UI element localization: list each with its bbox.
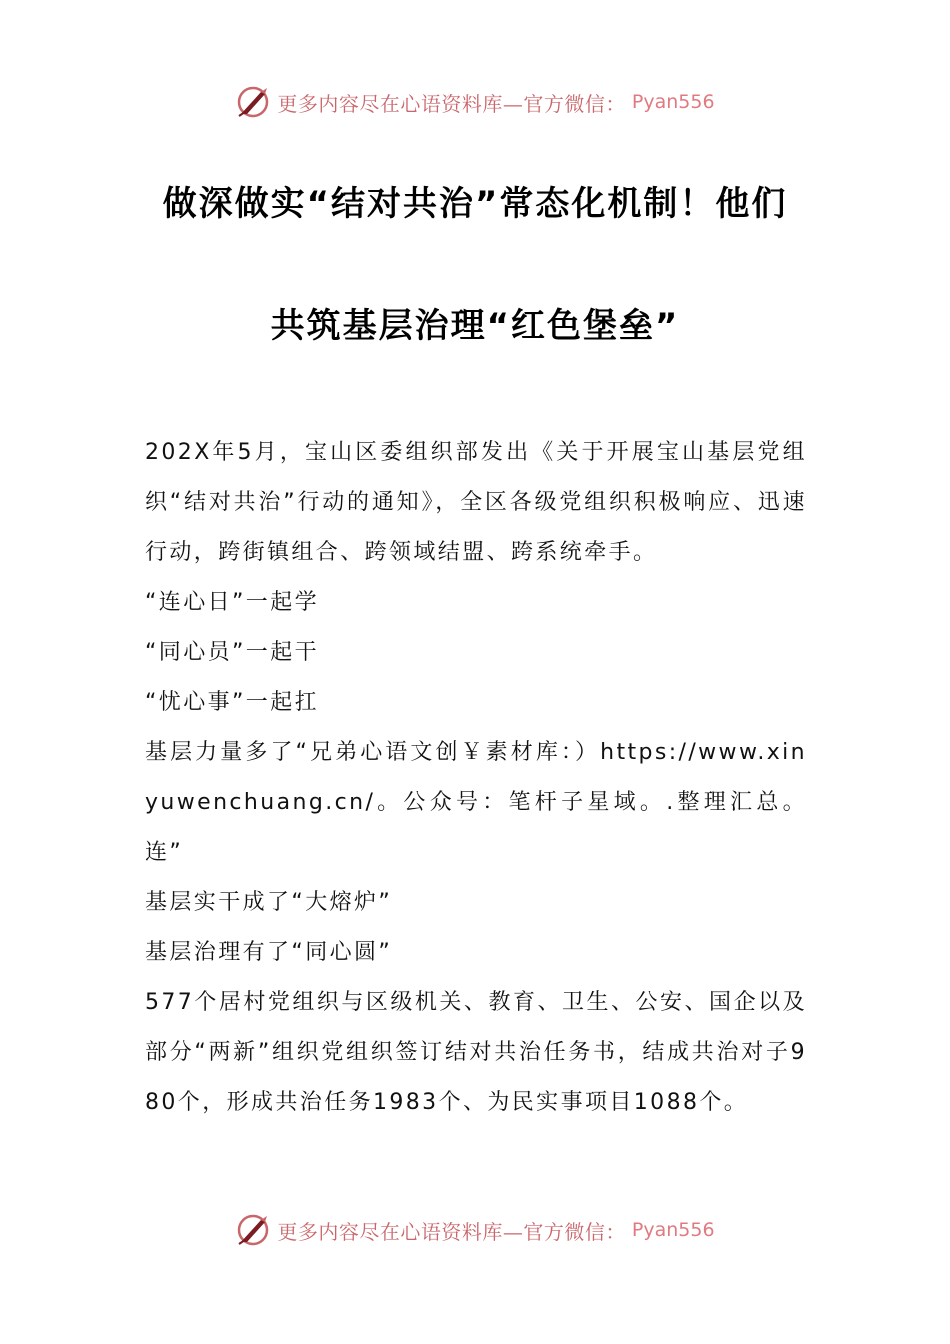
quill-pen-logo-icon xyxy=(235,84,271,120)
quill-pen-logo-icon xyxy=(235,1212,271,1248)
banner-wechat-id: Pyan556 xyxy=(631,1219,715,1241)
paragraph-subheading: “连心日”一起学 xyxy=(145,590,319,615)
header-watermark-banner xyxy=(0,82,950,122)
banner-wechat-id: Pyan556 xyxy=(631,91,715,113)
paragraph-subheading: “忧心事”一起扛 xyxy=(145,690,319,715)
banner-text: 更多内容尽在心语资料库—官方微信： xyxy=(277,91,626,116)
banner-text: 更多内容尽在心语资料库—官方微信： xyxy=(277,1219,626,1244)
paragraph-statistics: 577个居村党组织与区级机关、教育、卫生、公安、国企以及部分“两新”组织党组织签订结对共治任务书，结成共治对子980个，形成共治任务1983个、为民实事项目1088个。 xyxy=(145,990,807,1115)
footer-watermark-banner xyxy=(0,1210,950,1250)
page-title-line-2: 共筑基层治理“红色堡垒” xyxy=(270,306,680,346)
paragraph-subheading: “同心员”一起干 xyxy=(145,640,319,665)
page-title-line-1: 做深做实“结对共治”常态化机制！他们 xyxy=(162,184,788,224)
article-body xyxy=(145,428,807,1128)
paragraph-watermark-note: 基层力量多了“兄弟心语文创￥素材库：）https://www.xinyuwenchuang.cn/。公众号：笔杆子星域。.整理汇总。连” xyxy=(145,740,807,865)
paragraph-intro: 202X年5月，宝山区委组织部发出《关于开展宝山基层党组织“结对共治”行动的通知》，全区各级党组织积极响应、迅速行动，跨街镇组合、跨领域结盟、跨系统牵手。 xyxy=(145,440,807,565)
paragraph-subheading: 基层治理有了“同心圆” xyxy=(145,940,393,965)
paragraph-subheading: 基层实干成了“大熔炉” xyxy=(145,890,393,915)
